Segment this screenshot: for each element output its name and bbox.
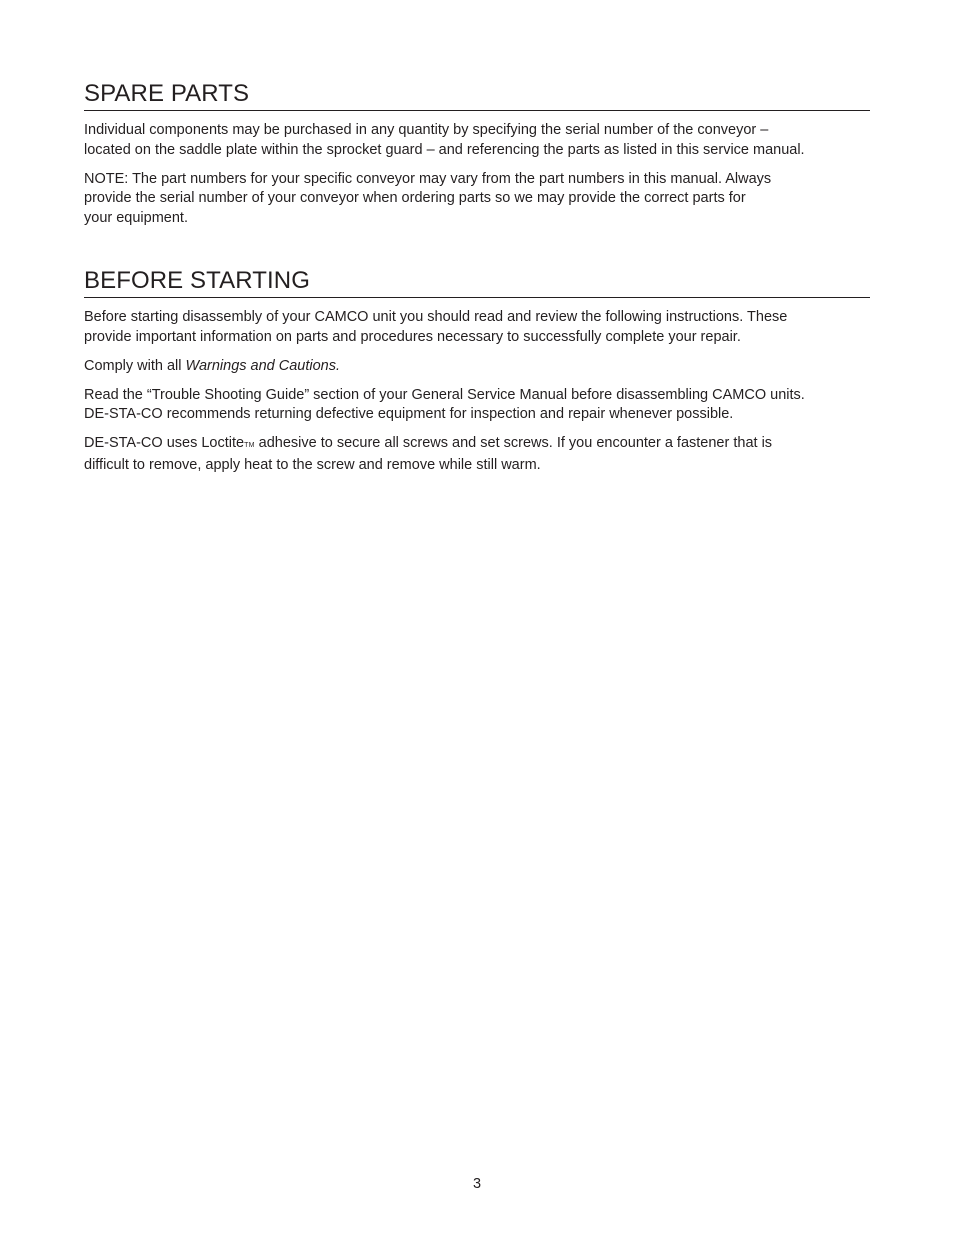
- text-line: provide the serial number of your conveyor when ordering parts so we may provide the correct parts for: [84, 190, 746, 206]
- spare-parts-note-paragraph: [84, 170, 870, 229]
- comply-paragraph: [84, 357, 870, 377]
- trademark-mark: TM: [244, 442, 255, 449]
- before-starting-heading: BEFORE STARTING: [84, 267, 870, 298]
- text-line: Read the “Trouble Shooting Guide” section of your General Service Manual before disassembling CAMCO units.: [84, 386, 805, 403]
- comply-prefix-text: Comply with all: [84, 357, 186, 374]
- text-line: DE-STA-CO recommends returning defective equipment for inspection and repair whenever possible.: [84, 406, 734, 422]
- text-line: NOTE: The part numbers for your specific conveyor may vary from the part numbers in this manual. Always: [84, 170, 772, 187]
- spare-parts-section: [84, 80, 870, 228]
- spare-parts-heading: SPARE PARTS: [84, 80, 870, 111]
- text-line: provide important information on parts and procedures necessary to successfully complete your repair.: [84, 328, 741, 345]
- text-line: Individual components may be purchased in any quantity by specifying the serial number of the conveyor –: [84, 122, 769, 138]
- warnings-cautions-emphasis: Warnings and Cautions.: [185, 357, 341, 374]
- before-starting-paragraph-1: [84, 308, 870, 347]
- before-starting-section: [84, 267, 870, 475]
- loctite-text: DE-STA-CO uses Loctite: [84, 435, 245, 451]
- text-line: difficult to remove, apply heat to the screw and remove while still warm.: [84, 456, 541, 473]
- text-line: Before starting disassembly of your CAMCO unit you should read and review the following instructions. These: [84, 309, 788, 325]
- text-line: your equipment.: [84, 209, 188, 226]
- text-line: located on the saddle plate within the sprocket guard – and referencing the parts as listed in this service manual.: [84, 141, 805, 158]
- loctite-paragraph: [84, 434, 870, 475]
- page-number: 3: [472, 1176, 482, 1192]
- trouble-shooting-paragraph: [84, 386, 870, 425]
- spare-parts-paragraph-1: [84, 121, 870, 160]
- loctite-text-continued: adhesive to secure all screws and set screws. If you encounter a fastener that is: [254, 435, 773, 451]
- text-line: [84, 357, 870, 377]
- text-line: [84, 434, 870, 456]
